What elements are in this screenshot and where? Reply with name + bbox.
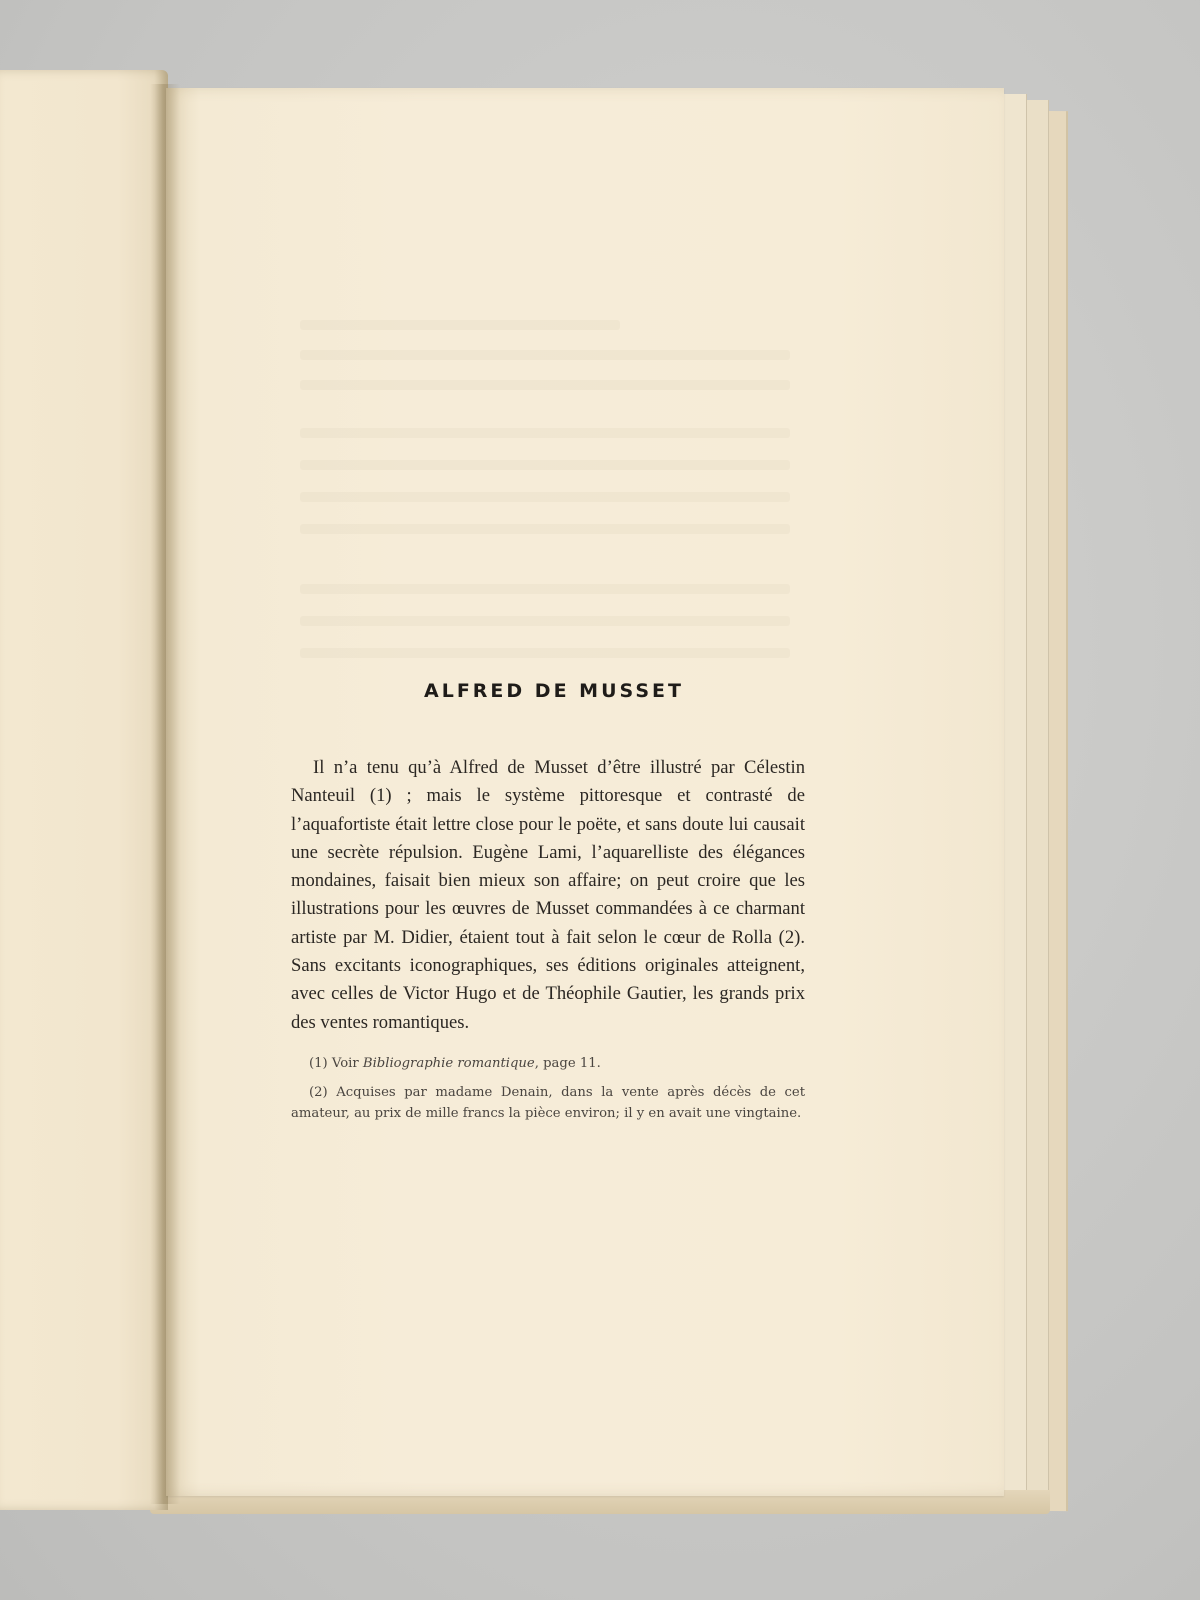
footnote-2 [291, 1082, 805, 1124]
show-through [300, 492, 790, 502]
show-through [300, 460, 790, 470]
footnote-text: Voir [331, 1055, 359, 1071]
left-page [0, 70, 168, 1510]
footnote-1 [291, 1053, 805, 1074]
show-through [300, 524, 790, 534]
footnote-text: , page 11. [534, 1055, 601, 1071]
chapter-title: ALFRED DE MUSSET [424, 680, 684, 702]
body-paragraph: Il n’a tenu qu’à Alfred de Musset d’être illustré par Célestin Nanteuil (1) ; mais le système pittoresque et contrasté de l’aquafortiste était lettre close pour le poëte, et sans doute lui causait une secrète répulsion. Eugène Lami, l’aquarelliste des élégances mondaines, faisait bien mieux son affaire; on peut croire que les illustrations pour les œuvres de Musset commandées à ce charmant artiste par M. Didier, étaient tout à fait selon le cœur de Rolla (2). Sans excitants iconographiques, ses éditions originales atteignent, avec celles de Victor Hugo et de Théophile Gautier, les grands prix des ventes romantiques. [291, 757, 805, 1033]
footnote-number: (1) [309, 1055, 328, 1071]
footnote-text: Acquises par madame Denain, dans la vente après décès de cet amateur, au prix de mille francs la pièce environ; il y en avait une vingtaine. [291, 1084, 805, 1121]
show-through [300, 428, 790, 438]
show-through [300, 380, 790, 390]
show-through [300, 616, 790, 626]
footnote-number: (2) [309, 1084, 328, 1100]
show-through [300, 320, 620, 330]
show-through [300, 584, 790, 594]
show-through [300, 350, 790, 360]
footnotes [291, 1053, 805, 1124]
printed-text-block [291, 680, 805, 1132]
book-gutter [150, 84, 180, 1504]
footnote-title: Bibliographie romantique [362, 1055, 535, 1071]
show-through [300, 648, 790, 658]
